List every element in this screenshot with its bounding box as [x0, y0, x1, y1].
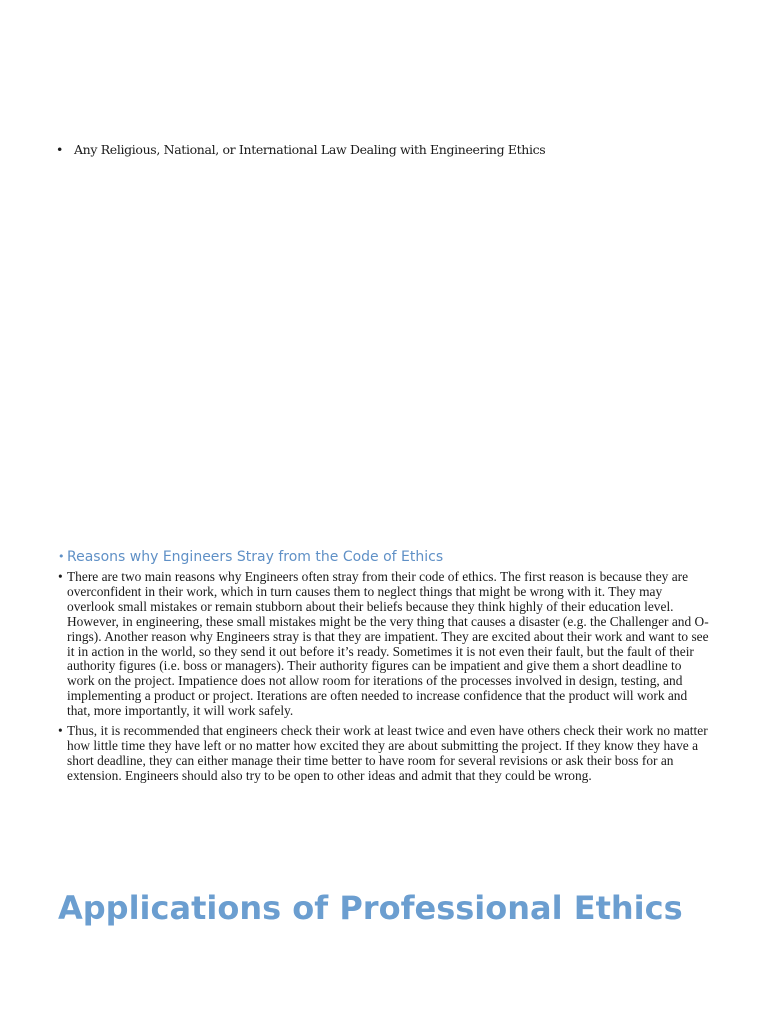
paragraph-recommendation — [58, 724, 710, 784]
bullet-marker: • — [58, 723, 63, 739]
bullet-marker: • — [58, 550, 65, 563]
paragraph-text: Thus, it is recommended that engineers check their work at least twice and even have others check their work no matter how little time they have left or no matter how excited they are about submitting the project. If they know they have a short deadline, they can either manage their time better to have room for several revisions or ask their boss for an extension. Engineers should also try to be open to other ideas and admit that they could be wrong. — [67, 723, 708, 783]
bullet-marker: • — [58, 569, 63, 584]
paragraph-reasons — [58, 570, 710, 719]
reasons-section — [58, 548, 710, 789]
paragraph-text: There are two main reasons why Engineers often stray from their code of ethics. The first reason is because they are overconfident in their work, which in turn causes them to neglect things that might be wrong with it. They may overlook small mistakes or remain stubborn about their beliefs because they think highly of their education level. However, in engineering, these small mistakes might be the very thing that causes a disaster (e.g. the Challenger and O-rings). Another reason why Engineers stray is that they are impatient. They are excited about their work and want to see it in action in the world, so they send it out before it’s ready. Sometimes it is not even their fault, but the fault of their authority figures (i.e. boss or managers). Their authority figures can be impatient and give them a short deadline to work on the project. Impatience does not allow room for iterations of the processes involved in design, testing, and implementing a product or project. Iterations are often needed to increase confidence that the product will work and that, more importantly, it will work safely. — [67, 569, 709, 719]
page-title: Applications of Professional Ethics — [58, 889, 683, 927]
bullet-marker: • — [56, 142, 64, 157]
law-bullet-item — [56, 142, 716, 158]
section-heading — [58, 548, 710, 566]
law-bullet-text: Any Religious, National, or International Law Dealing with Engineering Ethics — [74, 142, 546, 157]
section-heading-text: Reasons why Engineers Stray from the Code of Ethics — [67, 549, 444, 565]
